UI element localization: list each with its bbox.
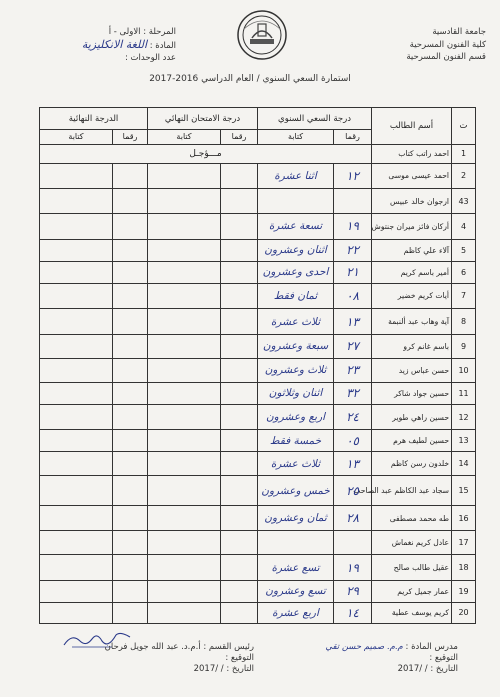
- subheader-numbers: رقما: [113, 130, 148, 145]
- final-exam-words: [148, 239, 221, 261]
- final-exam-words: [148, 214, 221, 239]
- table-row: [40, 382, 476, 404]
- final-grade-words: [40, 239, 113, 261]
- subject-value: اللغة الانكليزية: [81, 37, 148, 51]
- teacher-name: م.م. صميم حسن تقي: [325, 642, 403, 652]
- final-grade-number: [113, 404, 148, 429]
- subject-line: [26, 39, 176, 53]
- row-number: 17: [452, 531, 476, 555]
- final-grade-words: [40, 358, 113, 382]
- final-grade-words: [40, 602, 113, 623]
- final-exam-words: [148, 452, 221, 476]
- student-name: كريم يوسف عطية: [372, 602, 452, 623]
- annual-score-words: اربع عشرة: [258, 602, 334, 623]
- annual-score-words: ثمان وعشرون: [258, 505, 334, 530]
- final-grade-number: [113, 602, 148, 623]
- annual-score-number: ٢٢: [334, 239, 372, 261]
- final-grade-number: [113, 555, 148, 580]
- final-grade-number: [113, 261, 148, 283]
- final-grade-number: [113, 163, 148, 188]
- annual-score-number: ١٩: [334, 214, 372, 239]
- table-row: [40, 144, 476, 163]
- head-line: [54, 642, 254, 653]
- final-grade-words: [40, 309, 113, 335]
- annual-score-words: اثنان وعشرون: [258, 239, 334, 261]
- annual-score-words: تسع عشرة: [258, 555, 334, 580]
- head-name: أ.م.د. عبد الله جويل فرحان: [104, 642, 201, 652]
- final-grade-number: [113, 382, 148, 404]
- final-exam-number: [221, 163, 258, 188]
- annual-score-number: ١٣: [334, 452, 372, 476]
- final-grade-number: [113, 283, 148, 308]
- row-number: 6: [452, 261, 476, 283]
- department-name: قسم الفنون المسرحية: [406, 52, 486, 62]
- table-row: [40, 214, 476, 239]
- final-exam-words: [148, 404, 221, 429]
- final-grade-number: [113, 531, 148, 555]
- annual-score-words: خمس وعشرون: [258, 476, 334, 505]
- final-exam-words: [148, 309, 221, 335]
- head-label: رئيس القسم :: [203, 642, 254, 652]
- annual-score-words: ثلاث وعشرون: [258, 358, 334, 382]
- final-grade-words: [40, 335, 113, 358]
- row-number: 16: [452, 505, 476, 530]
- student-name: حسين جواد شاكر: [372, 382, 452, 404]
- final-grade-words: [40, 283, 113, 308]
- row-number: 20: [452, 602, 476, 623]
- final-exam-words: [148, 283, 221, 308]
- student-name: حسين راهي طوير: [372, 404, 452, 429]
- header-student-name: أسم الطالب: [372, 108, 452, 145]
- final-exam-number: [221, 580, 258, 602]
- row-number: 7: [452, 283, 476, 308]
- final-grade-words: [40, 555, 113, 580]
- table-row: [40, 505, 476, 530]
- row-number: 13: [452, 430, 476, 452]
- table-row: [40, 283, 476, 308]
- teacher-label: مدرس المادة :: [405, 642, 458, 652]
- row-number: 43: [452, 189, 476, 214]
- final-grade-words: [40, 382, 113, 404]
- annual-score-words: اربع وعشرون: [258, 404, 334, 429]
- final-grade-number: [113, 452, 148, 476]
- final-exam-number: [221, 358, 258, 382]
- row-number: 15: [452, 476, 476, 505]
- annual-score-number: ٢٨: [334, 505, 372, 530]
- final-grade-words: [40, 404, 113, 429]
- grades-table: [39, 107, 476, 624]
- final-exam-number: [221, 602, 258, 623]
- final-exam-words: [148, 163, 221, 188]
- stage-line: المرحلة : الاولى - أ: [108, 27, 176, 37]
- final-exam-number: [221, 531, 258, 555]
- subheader-words: كتابة: [40, 130, 113, 145]
- final-exam-number: [221, 452, 258, 476]
- student-name: عمار جميل كريم: [372, 580, 452, 602]
- subheader-words: كتابة: [148, 130, 221, 145]
- student-name: أيات كريم خضير: [372, 283, 452, 308]
- row-number: 10: [452, 358, 476, 382]
- annual-score-words: تسع وعشرون: [258, 580, 334, 602]
- annual-score-words: اثنا عشرة: [258, 163, 334, 188]
- row-number: 9: [452, 335, 476, 358]
- final-grade-number: [113, 358, 148, 382]
- annual-score-number: ٠٥: [334, 430, 372, 452]
- student-name: أركان فائز ميران جنتوش: [372, 214, 452, 239]
- table-row: [40, 261, 476, 283]
- final-exam-words: [148, 382, 221, 404]
- student-name: سجاد عبد الكاظم عبد الصاحب: [372, 476, 452, 505]
- teacher-signature-block: [258, 642, 458, 675]
- final-grade-words: [40, 505, 113, 530]
- final-exam-words: [148, 261, 221, 283]
- units-line: عدد الوحدات :: [124, 53, 176, 63]
- student-name: آلاء علي كاظم: [372, 239, 452, 261]
- subject-label: المادة :: [149, 40, 176, 51]
- final-grade-number: [113, 335, 148, 358]
- institution-header: [326, 26, 486, 64]
- row-number: 12: [452, 404, 476, 429]
- final-grade-words: [40, 189, 113, 214]
- annual-score-words: اثنان وثلاثون: [258, 382, 334, 404]
- final-grade-words: [40, 531, 113, 555]
- table-row: [40, 358, 476, 382]
- row-number: 2: [452, 163, 476, 188]
- final-exam-number: [221, 214, 258, 239]
- final-exam-number: [221, 555, 258, 580]
- final-exam-words: [148, 430, 221, 452]
- table-row: [40, 335, 476, 358]
- student-name: عادل كريم نغماش: [372, 531, 452, 555]
- final-grade-number: [113, 505, 148, 530]
- final-exam-words: [148, 555, 221, 580]
- final-exam-number: [221, 261, 258, 283]
- final-exam-number: [221, 505, 258, 530]
- subheader-numbers: رقما: [221, 130, 258, 145]
- header-final-grade: الدرجة النهائية: [40, 108, 148, 130]
- final-exam-words: [148, 531, 221, 555]
- final-grade-words: [40, 214, 113, 239]
- final-exam-number: [221, 335, 258, 358]
- annual-score-number: ٢٤: [334, 404, 372, 429]
- table-row: [40, 239, 476, 261]
- student-name: حسن عباس زيد: [372, 358, 452, 382]
- final-grade-number: [113, 189, 148, 214]
- final-exam-words: [148, 505, 221, 530]
- final-exam-words: [148, 580, 221, 602]
- row-number: 18: [452, 555, 476, 580]
- row-number: 8: [452, 309, 476, 335]
- final-grade-words: [40, 580, 113, 602]
- final-exam-words: [148, 358, 221, 382]
- row-number: 4: [452, 214, 476, 239]
- annual-score-words: تسعة عشرة: [258, 214, 334, 239]
- final-exam-number: [221, 476, 258, 505]
- student-name: خلدون رسن كاظم: [372, 452, 452, 476]
- subheader-words: كتابة: [258, 130, 334, 145]
- form-title: استمارة السعي السنوي / العام الدراسي 2016-2017: [149, 74, 351, 84]
- final-exam-number: [221, 189, 258, 214]
- table-row: [40, 531, 476, 555]
- postponed-label: مـــؤجـل: [40, 144, 372, 163]
- annual-score-number: ١٤: [334, 602, 372, 623]
- annual-score-number: ١٩: [334, 555, 372, 580]
- table-row: [40, 430, 476, 452]
- head-signature-block: [54, 642, 254, 675]
- annual-score-number: ١٣: [334, 309, 372, 335]
- subheader-numbers: رقما: [334, 130, 372, 145]
- final-exam-number: [221, 382, 258, 404]
- annual-score-number: ٢٩: [334, 580, 372, 602]
- annual-score-number: ٢٧: [334, 335, 372, 358]
- final-grade-number: [113, 239, 148, 261]
- final-exam-words: [148, 189, 221, 214]
- final-exam-words: [148, 476, 221, 505]
- student-name: حسين لطيف هرم: [372, 430, 452, 452]
- table-row: [40, 163, 476, 188]
- header-final-exam: درجة الامتحان النهائي: [148, 108, 258, 130]
- header-seq: ت: [452, 108, 476, 145]
- final-exam-number: [221, 309, 258, 335]
- annual-score-words: [258, 189, 334, 214]
- table-row: [40, 555, 476, 580]
- final-grade-words: [40, 476, 113, 505]
- table-row: [40, 189, 476, 214]
- row-number: 1: [452, 144, 476, 163]
- annual-score-words: ثلاث عشرة: [258, 309, 334, 335]
- student-name: ارجوان خالد عبيس: [372, 189, 452, 214]
- final-exam-number: [221, 239, 258, 261]
- table-row: [40, 602, 476, 623]
- annual-score-words: ثمان فقط: [258, 283, 334, 308]
- final-grade-number: [113, 430, 148, 452]
- university-name: جامعة القادسية: [432, 27, 486, 37]
- annual-score-words: ثلاث عشرة: [258, 452, 334, 476]
- student-name: باسم غانم كرو: [372, 335, 452, 358]
- final-grade-words: [40, 430, 113, 452]
- teacher-line: [258, 642, 458, 653]
- student-name: آية وهاب عبد ألنبمة: [372, 309, 452, 335]
- teacher-date: التاريخ : / /2017: [397, 664, 458, 674]
- table-row: [40, 309, 476, 335]
- student-name: احمد راتب كتاب: [372, 144, 452, 163]
- student-name: احمد عيسى موسى: [372, 163, 452, 188]
- annual-score-number: [334, 531, 372, 555]
- annual-score-number: ٣٢: [334, 382, 372, 404]
- annual-score-number: ٢١: [334, 261, 372, 283]
- annual-score-words: احدى وعشرون: [258, 261, 334, 283]
- student-name: أمير باسم كريم: [372, 261, 452, 283]
- final-exam-words: [148, 335, 221, 358]
- final-exam-number: [221, 404, 258, 429]
- annual-score-words: سبعة وعشرون: [258, 335, 334, 358]
- final-grade-number: [113, 309, 148, 335]
- final-exam-number: [221, 430, 258, 452]
- student-name: عقيل طالب صالح: [372, 555, 452, 580]
- head-signature-label: التوقيع :: [225, 653, 254, 663]
- annual-score-words: خمسة فقط: [258, 430, 334, 452]
- final-exam-number: [221, 283, 258, 308]
- table-row: [40, 476, 476, 505]
- final-grade-number: [113, 476, 148, 505]
- teacher-signature-label: التوقيع :: [429, 653, 458, 663]
- annual-score-number: ١٢: [334, 163, 372, 188]
- header-annual: درجة السعي السنوي: [258, 108, 372, 130]
- table-row: [40, 452, 476, 476]
- final-grade-words: [40, 163, 113, 188]
- university-seal-icon: [236, 9, 288, 61]
- annual-score-number: ٠٨: [334, 283, 372, 308]
- row-number: 5: [452, 239, 476, 261]
- row-number: 14: [452, 452, 476, 476]
- annual-score-number: ٢٥: [334, 476, 372, 505]
- annual-score-number: ٢٣: [334, 358, 372, 382]
- final-grade-words: [40, 261, 113, 283]
- course-info: [26, 26, 176, 65]
- final-grade-number: [113, 580, 148, 602]
- annual-score-number: [334, 189, 372, 214]
- table-row: [40, 404, 476, 429]
- final-grade-words: [40, 452, 113, 476]
- annual-score-words: [258, 531, 334, 555]
- row-number: 11: [452, 382, 476, 404]
- row-number: 19: [452, 580, 476, 602]
- final-exam-words: [148, 602, 221, 623]
- college-name: كلية الفنون المسرحية: [409, 39, 486, 50]
- table-row: [40, 580, 476, 602]
- head-date: التاريخ : / /2017: [193, 664, 254, 674]
- student-name: طه محمد مصطفى: [372, 505, 452, 530]
- final-grade-number: [113, 214, 148, 239]
